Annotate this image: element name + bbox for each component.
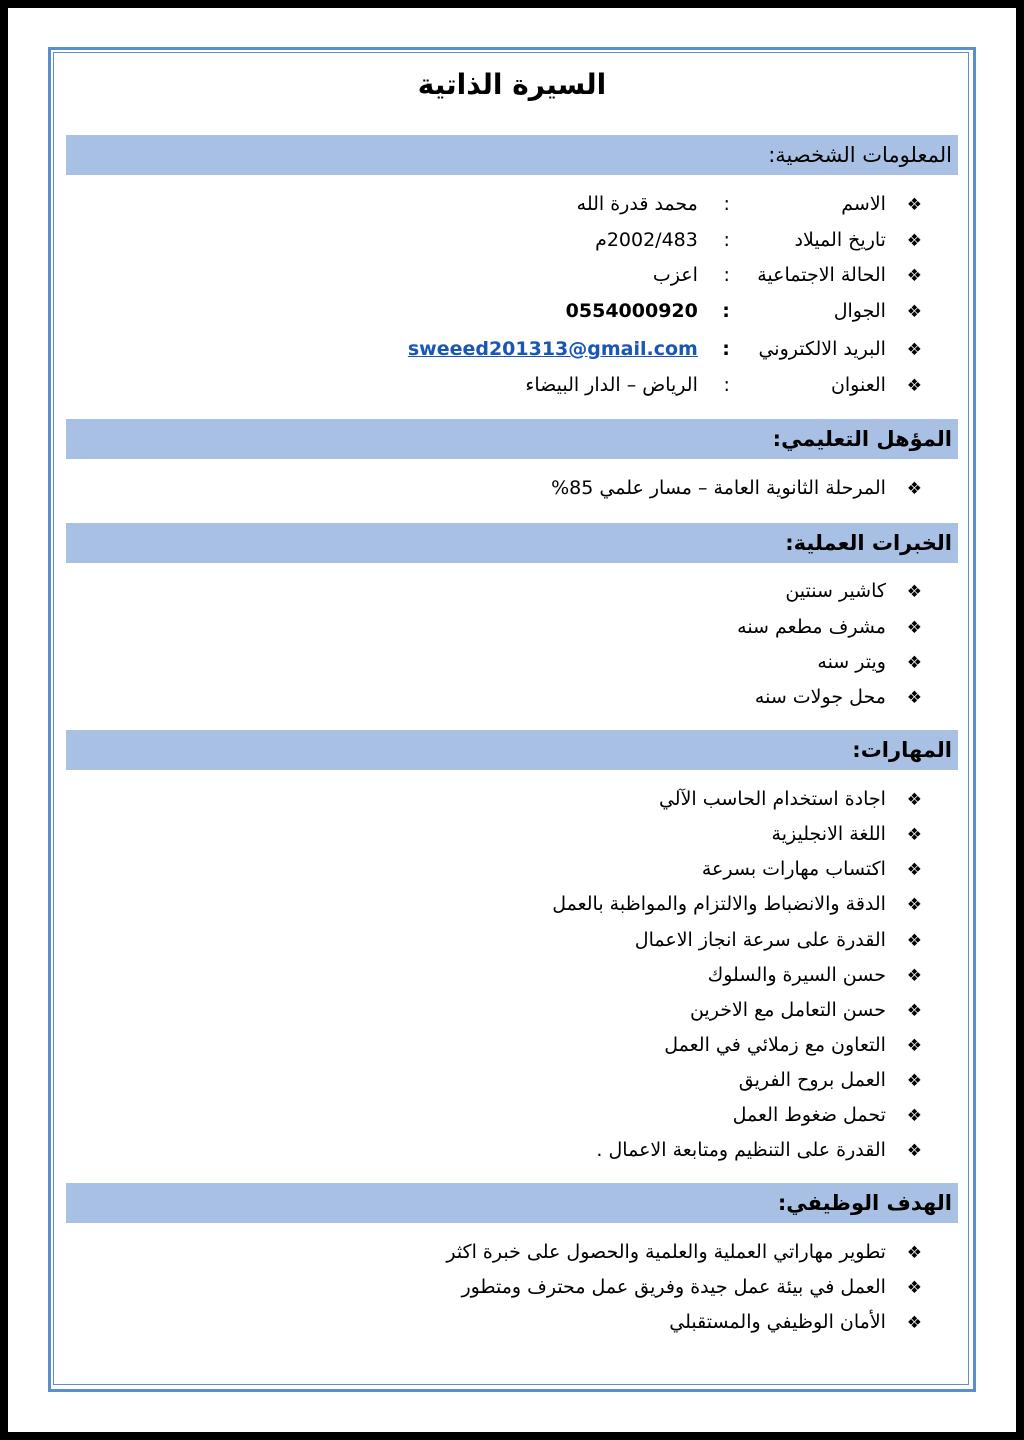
list-item [596, 1135, 922, 1165]
list-item-text: القدرة على سرعة انجاز الاعمال [634, 929, 886, 951]
list-item-text: اكتساب مهارات بسرعة [701, 858, 886, 880]
list-item [755, 682, 922, 712]
bullet-icon: ❖ [906, 266, 922, 286]
list-item-text: العمل بروح الفريق [738, 1069, 886, 1091]
list-item-text: ويتر سنه [817, 651, 886, 673]
list-item [708, 960, 922, 990]
list-item-text: اللغة الانجليزية [771, 823, 886, 845]
bullet-icon: ❖ [906, 340, 922, 360]
section-header-objective: الهدف الوظيفي: [66, 1183, 958, 1223]
bullet-icon: ❖ [906, 1036, 922, 1056]
bullet-icon: ❖ [906, 231, 922, 251]
field-row-marital-status [653, 260, 922, 290]
bullet-icon: ❖ [906, 1106, 922, 1126]
resume-content [8, 8, 1016, 1432]
field-row-birthdate [595, 225, 922, 255]
bullet-icon: ❖ [906, 479, 922, 499]
bullet-icon: ❖ [906, 825, 922, 845]
list-item [733, 1100, 922, 1130]
email-link[interactable]: sweeed201313@gmail.com [407, 338, 698, 360]
bullet-icon: ❖ [906, 931, 922, 951]
field-row-name [577, 189, 922, 219]
bullet-icon: ❖ [906, 302, 922, 322]
field-label: الجوال [833, 300, 886, 322]
bullet-icon: ❖ [906, 376, 922, 396]
field-value: الرياض – الدار البيضاء [525, 374, 698, 396]
list-item-text: كاشير سنتين [785, 580, 886, 602]
resume-title: السيرة الذاتية [417, 68, 607, 101]
field-value: اعزب [652, 264, 698, 286]
bullet-icon: ❖ [906, 1243, 922, 1263]
field-separator: : [722, 338, 730, 360]
list-item [817, 647, 922, 677]
list-item-text: حسن السيرة والسلوك [707, 964, 886, 986]
field-separator: : [723, 193, 730, 215]
field-value: محمد قدرة الله [576, 193, 698, 215]
list-item [702, 854, 922, 884]
field-row-address [525, 370, 922, 400]
field-label: البريد الالكتروني [758, 338, 886, 360]
list-item [659, 784, 922, 814]
field-separator: : [723, 229, 730, 251]
bullet-icon: ❖ [906, 1141, 922, 1161]
bullet-icon: ❖ [906, 653, 922, 673]
list-item [772, 819, 922, 849]
list-item-text: القدرة على التنظيم ومتابعة الاعمال . [596, 1139, 886, 1161]
field-label: تاريخ الميلاد [794, 229, 886, 251]
bullet-icon: ❖ [906, 966, 922, 986]
list-item-text: اجادة استخدام الحاسب الآلي [658, 788, 886, 810]
section-header-education: المؤهل التعليمي: [66, 419, 958, 459]
list-item-text: محل جولات سنه [754, 686, 886, 708]
list-item [785, 576, 922, 606]
field-label: العنوان [830, 374, 886, 396]
field-label: الحالة الاجتماعية [757, 264, 886, 286]
list-item-text: الدقة والانضباط والالتزام والمواظبة بالعمل [552, 893, 886, 915]
bullet-icon: ❖ [906, 618, 922, 638]
bullet-icon: ❖ [906, 790, 922, 810]
list-item [635, 925, 922, 955]
field-separator: : [723, 264, 730, 286]
list-item-text: الأمان الوظيفي والمستقبلي [669, 1311, 886, 1333]
bullet-icon: ❖ [906, 1313, 922, 1333]
field-separator: : [722, 300, 730, 322]
field-row-mobile [566, 296, 922, 326]
bullet-icon: ❖ [906, 1071, 922, 1091]
field-row-email [408, 334, 922, 364]
list-item [739, 1065, 922, 1095]
list-item [551, 473, 922, 503]
list-item-text: المرحلة الثانوية العامة – مسار علمي 85% [551, 477, 886, 499]
bullet-icon: ❖ [906, 895, 922, 915]
bullet-icon: ❖ [906, 1001, 922, 1021]
field-value: 0554000920 [565, 300, 698, 322]
list-item-text: تحمل ضغوط العمل [732, 1104, 886, 1126]
list-item-text: حسن التعامل مع الاخرين [689, 999, 886, 1021]
list-item-text: التعاون مع زملائي في العمل [664, 1034, 886, 1056]
bullet-icon: ❖ [906, 688, 922, 708]
section-header-personal: المعلومات الشخصية: [66, 135, 958, 175]
bullet-icon: ❖ [906, 860, 922, 880]
bullet-icon: ❖ [906, 582, 922, 602]
field-separator: : [723, 374, 730, 396]
section-header-skills: المهارات: [66, 730, 958, 770]
list-item [461, 1272, 922, 1302]
list-item [446, 1237, 922, 1267]
list-item [737, 612, 922, 642]
list-item [664, 1030, 922, 1060]
bullet-icon: ❖ [906, 1278, 922, 1298]
bullet-icon: ❖ [906, 195, 922, 215]
list-item-text: تطوير مهاراتي العملية والعلمية والحصول على خبرة اكثر [446, 1241, 886, 1263]
list-item-text: مشرف مطعم سنه [737, 616, 886, 638]
list-item [552, 889, 922, 919]
list-item-text: العمل في بيئة عمل جيدة وفريق عمل محترف ومتطور [461, 1276, 886, 1298]
document-page [8, 8, 1016, 1432]
list-item [669, 1307, 922, 1337]
list-item [690, 995, 922, 1025]
section-header-experience: الخبرات العملية: [66, 523, 958, 563]
field-value: 2002/483م [595, 229, 698, 251]
field-label: الاسم [841, 193, 886, 215]
